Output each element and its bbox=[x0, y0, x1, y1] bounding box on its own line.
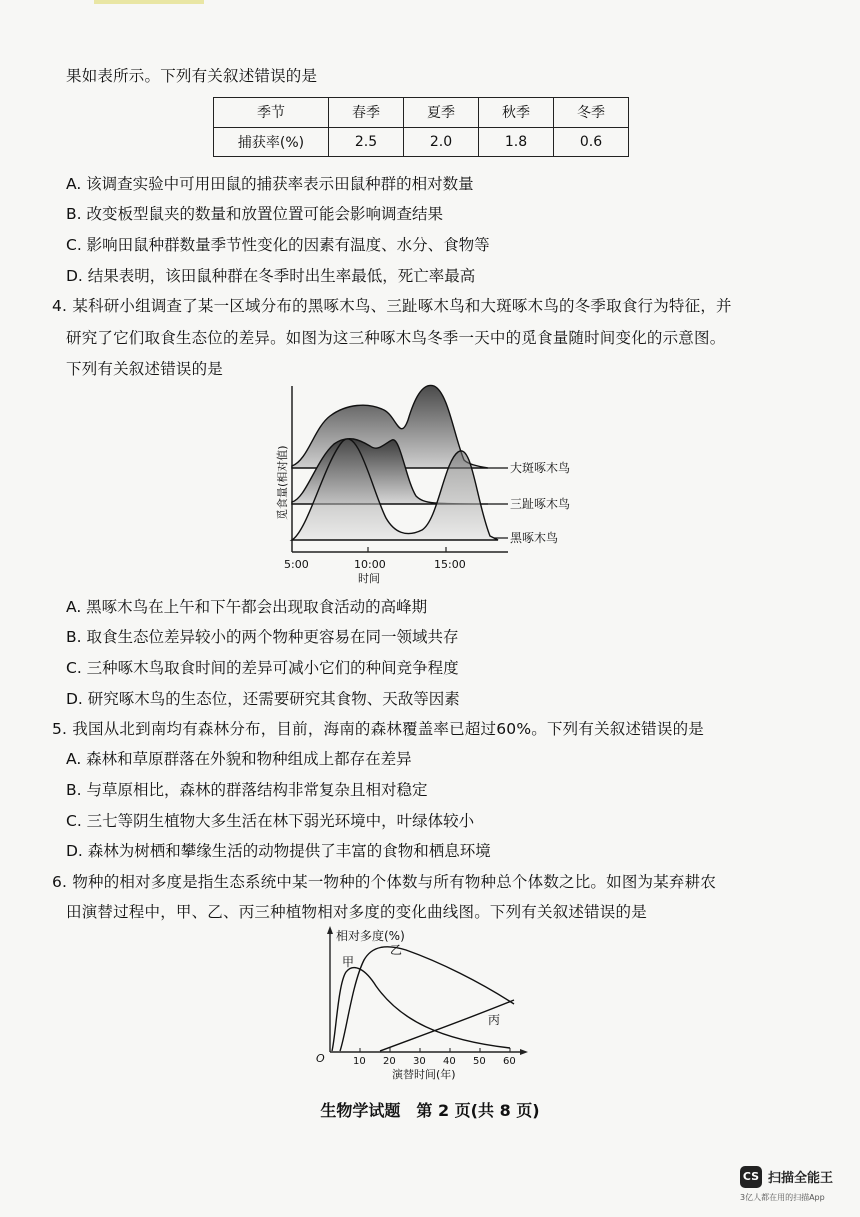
table-row bbox=[214, 127, 629, 157]
label-bing: 丙 bbox=[488, 1013, 501, 1027]
table-cell: 0.6 bbox=[554, 127, 629, 157]
fig1-ylabel: 觅食量(相对值) bbox=[276, 445, 289, 520]
table-cell: 2.5 bbox=[329, 127, 404, 157]
q3-stem-tail: 果如表所示。下列有关叙述错误的是 bbox=[66, 67, 318, 85]
q4-stem-line-1: 4. 某科研小组调查了某一区域分布的黑啄木鸟、三趾啄木鸟和大斑啄木鸟的冬季取食行为特征，并 bbox=[52, 297, 732, 315]
q5-stem: 5. 我国从北到南均有森林分布，目前，海南的森林覆盖率已超过60%。下列有关叙述错误的是 bbox=[52, 720, 704, 738]
q6-stem-line-2: 田演替过程中，甲、乙、丙三种植物相对多度的变化曲线图。下列有关叙述错误的是 bbox=[66, 903, 647, 921]
fig1-tick: 15:00 bbox=[434, 558, 466, 571]
q4-option-a: A. 黑啄木鸟在上午和下午都会出现取食活动的高峰期 bbox=[66, 598, 428, 616]
q4-stem-line-2: 研究了它们取食生态位的差异。如图为这三种啄木鸟冬季一天中的觅食量随时间变化的示意图。 bbox=[66, 329, 726, 347]
fig2-tick: 30 bbox=[413, 1056, 426, 1067]
label-three-toed: 三趾啄木鸟 bbox=[510, 497, 571, 511]
fig2-tick: 40 bbox=[443, 1056, 456, 1067]
curve-jia bbox=[332, 968, 510, 1051]
q5-option-b: B. 与草原相比，森林的群落结构非常复杂且相对稳定 bbox=[66, 781, 428, 799]
fig2-tick: 50 bbox=[473, 1056, 486, 1067]
table-header-cell: 春季 bbox=[329, 98, 404, 128]
fig2-tick: 10 bbox=[353, 1056, 366, 1067]
fig2-tick: 60 bbox=[503, 1056, 516, 1067]
table-header-cell: 夏季 bbox=[404, 98, 479, 128]
scanner-tagline: 3亿人都在用的扫描App bbox=[740, 1193, 825, 1202]
table-cell: 2.0 bbox=[404, 127, 479, 157]
fig1-tick: 5:00 bbox=[284, 558, 309, 571]
table-cell: 捕获率(%) bbox=[214, 127, 329, 157]
q4-stem-line-3: 下列有关叙述错误的是 bbox=[66, 360, 224, 378]
q4-option-d: D. 研究啄木鸟的生态位，还需要研究其食物、天敌等因素 bbox=[66, 690, 460, 708]
q5-option-c: C. 三七等阴生植物大多生活在林下弱光环境中，叶绿体较小 bbox=[66, 812, 475, 830]
table-header-row bbox=[214, 98, 629, 128]
q4-option-c: C. 三种啄木鸟取食时间的差异可减小它们的种间竞争程度 bbox=[66, 659, 459, 677]
label-yi: 乙 bbox=[390, 943, 403, 957]
table-header-cell: 季节 bbox=[214, 98, 329, 128]
q6-stem-line-1: 6. 物种的相对多度是指生态系统中某一物种的个体数与所有物种总个体数之比。如图为某弃耕农 bbox=[52, 873, 717, 891]
page-footer: 生物学试题 第 2 页(共 8 页) bbox=[320, 1101, 540, 1120]
x-axis-arrow bbox=[520, 1049, 528, 1055]
q3-option-d: D. 结果表明，该田鼠种群在冬季时出生率最低，死亡率最高 bbox=[66, 267, 476, 285]
fig1-tick: 10:00 bbox=[354, 558, 386, 571]
q3-option-a: A. 该调查实验中可用田鼠的捕获率表示田鼠种群的相对数量 bbox=[66, 175, 474, 193]
label-jia: 甲 bbox=[342, 955, 355, 969]
fig2-origin: O bbox=[316, 1052, 325, 1065]
q3-option-b: B. 改变板型鼠夹的数量和放置位置可能会影响调查结果 bbox=[66, 205, 443, 223]
top-highlight-mark bbox=[94, 0, 204, 4]
woodpecker-foraging-figure bbox=[268, 380, 598, 590]
fig1-xlabel: 时间 bbox=[358, 572, 380, 585]
fig2-tick: 20 bbox=[383, 1056, 396, 1067]
scanner-logo: CS bbox=[740, 1166, 762, 1188]
relative-abundance-figure bbox=[310, 924, 540, 1082]
fig2-xlabel: 演替时间(年) bbox=[392, 1068, 456, 1081]
q4-option-b: B. 取食生态位差异较小的两个物种更容易在同一领域共存 bbox=[66, 628, 459, 646]
curve-yi bbox=[340, 947, 514, 1051]
q5-option-d: D. 森林为树栖和攀缘生活的动物提供了丰富的食物和栖息环境 bbox=[66, 842, 491, 860]
q3-option-c: C. 影响田鼠种群数量季节性变化的因素有温度、水分、食物等 bbox=[66, 236, 490, 254]
table-cell: 1.8 bbox=[479, 127, 554, 157]
q5-option-a: A. 森林和草原群落在外貌和物种组成上都存在差异 bbox=[66, 750, 412, 768]
scanner-app-name: 扫描全能王 bbox=[768, 1171, 834, 1186]
table-header-cell: 冬季 bbox=[554, 98, 629, 128]
fig2-ylabel: 相对多度(%) bbox=[336, 929, 405, 943]
capture-rate-table bbox=[213, 97, 629, 157]
label-black: 黑啄木鸟 bbox=[510, 531, 559, 545]
table-header-cell: 秋季 bbox=[479, 98, 554, 128]
y-axis-arrow bbox=[327, 926, 333, 934]
label-great-spotted: 大斑啄木鸟 bbox=[510, 461, 571, 475]
